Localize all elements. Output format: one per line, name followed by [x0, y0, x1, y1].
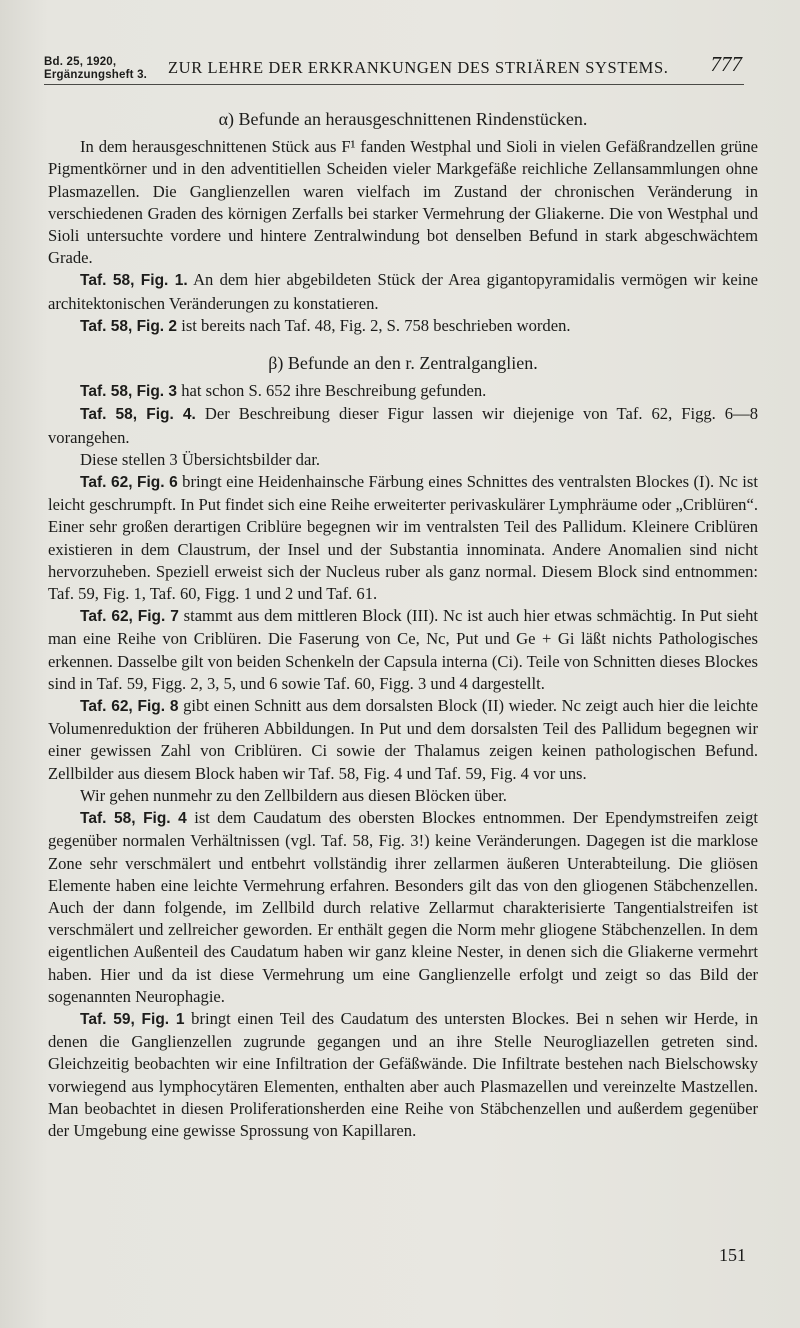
paragraph-text: Wir gehen nunmehr zu den Zellbildern aus diesen Blöcken über. [80, 785, 507, 805]
supplement-line: Ergänzungsheft 3. [44, 69, 148, 81]
plate-reference: Taf. 58, Fig. 4. [80, 406, 196, 424]
volume-info [44, 56, 147, 82]
section-heading-alpha: α) Befunde an herausgeschnittenen Rindenstücken. [218, 109, 588, 129]
paragraph [48, 449, 758, 471]
section-heading-beta: β) Befunde an den r. Zentralganglien. [268, 353, 538, 374]
header-rule [44, 84, 744, 85]
plate-reference: Taf. 58, Fig. 3 [80, 383, 178, 401]
signature-number: 151 [719, 1245, 746, 1265]
plate-reference: Taf. 62, Fig. 8 [80, 698, 179, 716]
paragraph-text: In dem herausgeschnittenen Stück aus F¹ fanden Westphal und Sioli in vielen Gefäßrandzellen grüne Pigmentkörner und in den adventitiellen Scheiden vieler Markgefäße reichliche Zellansammlungen ohne Plasmazellen. Die Ganglienzellen waren vielfach im Zustand der chronischen Veränderung in verschiedenen Graden des körnigen Zerfalls bei starker Vermehrung der Gliakerne. Die von Westphal und Sioli untersuchte vordere und hintere Zentralwindung bot denselben Befund in stark abgeschwächtem Grade. [48, 137, 758, 268]
body-text [48, 102, 758, 1142]
plate-reference: Taf. 58, Fig. 2 [80, 317, 178, 335]
paragraph-text: stammt aus dem mittleren Block (III). Nc ist auch hier etwas schmächtig. In Put sieht man eine Reihe von Criblüren. Die Faserung von Ce, Nc, Put und Ge + Gi läßt nichts Pathologisches erkennen. Dasselbe gilt von beiden Schenkeln der Capsula interna (Ci). Teile von Schnitten dieses Blockes sind in Taf. 59, Figg. 2, 3, 5, und 6 sowie Taf. 60, Figg. 3 und 4 dargestellt. [48, 606, 758, 693]
plate-reference: Taf. 59, Fig. 1 [80, 1010, 185, 1028]
paragraph [48, 269, 758, 314]
plate-reference: Taf. 58, Fig. 1. [80, 272, 188, 290]
paragraph [48, 380, 758, 403]
plate-reference: Taf. 62, Fig. 6 [80, 474, 178, 492]
paragraph-text: ist bereits nach Taf. 48, Fig. 2, S. 758 beschrieben worden. [181, 315, 571, 335]
paragraph [48, 807, 758, 1008]
paragraph-text: hat schon S. 652 ihre Beschreibung gefunden. [181, 381, 487, 401]
paragraph [48, 695, 758, 785]
paragraph [48, 1008, 758, 1142]
paragraph [48, 315, 758, 338]
paragraph [48, 471, 758, 605]
paragraph-text: Der Beschreibung dieser Figur lassen wir diejenige von Taf. 62, Figg. 6—8 vorangehen. [48, 404, 758, 447]
paragraph [48, 785, 758, 807]
paragraph [48, 403, 758, 448]
running-header [44, 52, 756, 86]
paragraph-text: bringt eine Heidenhainsche Färbung eines Schnittes des ventralsten Blockes (I). Nc ist leicht geschrumpft. In Put findet sich eine Reihe erweiterter perivaskulärer Lymphräume oder „Criblüren“. Einer sehr großen derartigen Criblüre begegnen wir im ventralsten Teil des Pallidum. Kleinere Criblüren existieren in dem Claustrum, der Insel und der Substantia innominata. Andere Anomalien sind nicht hervorzuheben. Speziell erweist sich der Nucleus ruber als ganz normal. Diesem Block sind entnommen: Taf. 59, Fig. 1, Taf. 60, Figg. 1 und 2 und Taf. 61. [48, 472, 758, 604]
page-number: 777 [710, 52, 742, 76]
plate-reference: Taf. 62, Fig. 7 [80, 608, 179, 626]
paragraph [48, 605, 758, 695]
paragraph [48, 136, 758, 269]
running-title: ZUR LEHRE DER ERKRANKUNGEN DES STRIÄREN SYSTEMS. [168, 58, 669, 77]
paragraph-text: Diese stellen 3 Übersichtsbilder dar. [80, 449, 321, 469]
plate-reference: Taf. 58, Fig. 4 [80, 810, 187, 828]
volume-line: Bd. 25, 1920, [44, 56, 117, 68]
paragraph-text: gibt einen Schnitt aus dem dorsalsten Block (II) wieder. Nc zeigt auch hier die leichte Volumenreduktion der früheren Abbildungen. In Put und dem dorsalsten Teil des Pallidum begegnen wir einer gewissen Zahl von Criblüren. Ci sowie der Thalamus zeigen keinen pathologischen Befund. Zellbilder aus diesem Block haben wir Taf. 58, Fig. 4 und Taf. 59, Fig. 4 vor uns. [48, 696, 758, 783]
paragraph-text: An dem hier abgebildeten Stück der Area gigantopyramidalis vermögen wir keine architektonischen Veränderungen zu konstatieren. [48, 270, 758, 313]
paragraph-text: bringt einen Teil des Caudatum des untersten Blockes. Bei n sehen wir Herde, in denen die Ganglienzellen zugrunde gegangen und an ihre Stelle Neurogliazellen getreten sind. Gleichzeitig beobachten wir eine Infiltration der Gefäßwände. Die Infiltrate bestehen nach Bielschowsky vorwiegend aus lymphocytären Elementen, enthalten aber auch Plasmazellen und vereinzelte Mastzellen. Man beobachtet in diesen Proliferationsherden eine Reihe von Stäbchenzellen und außerdem gegenüber der Umgebung eine gewisse Sprossung von Kapillaren. [48, 1008, 758, 1140]
paragraph-text: ist dem Caudatum des obersten Blockes entnommen. Der Ependymstreifen zeigt gegenüber normalen Verhältnissen (vgl. Taf. 58, Fig. 3!) keine Veränderungen. Dagegen ist die marklose Zone sehr verschmälert und entbehrt vollständig ihrer zellarmen äußeren Unterabteilung. Die gliösen Elemente haben eine leichte Vermehrung erfahren. Besonders gilt das von den gliogenen Stäbchenzellen. Auch der dann folgende, im Zellbild durch relative Zellarmut charakterisierte Tangentialstreifen ist verschmälert und zellreicher geworden. Er enthält gegen die Norm mehr gliogene Stäbchenzellen. In dem eigentlichen Außenteil des Caudatum haben wir ganz kleine Nester, in denen sich die Gliakerne vermehrt haben. Hier und da ist diese Vermehrung um eine Ganglienzelle erfolgt und zeigt so das Bild der sogenannten Neurophagie. [48, 808, 758, 1006]
